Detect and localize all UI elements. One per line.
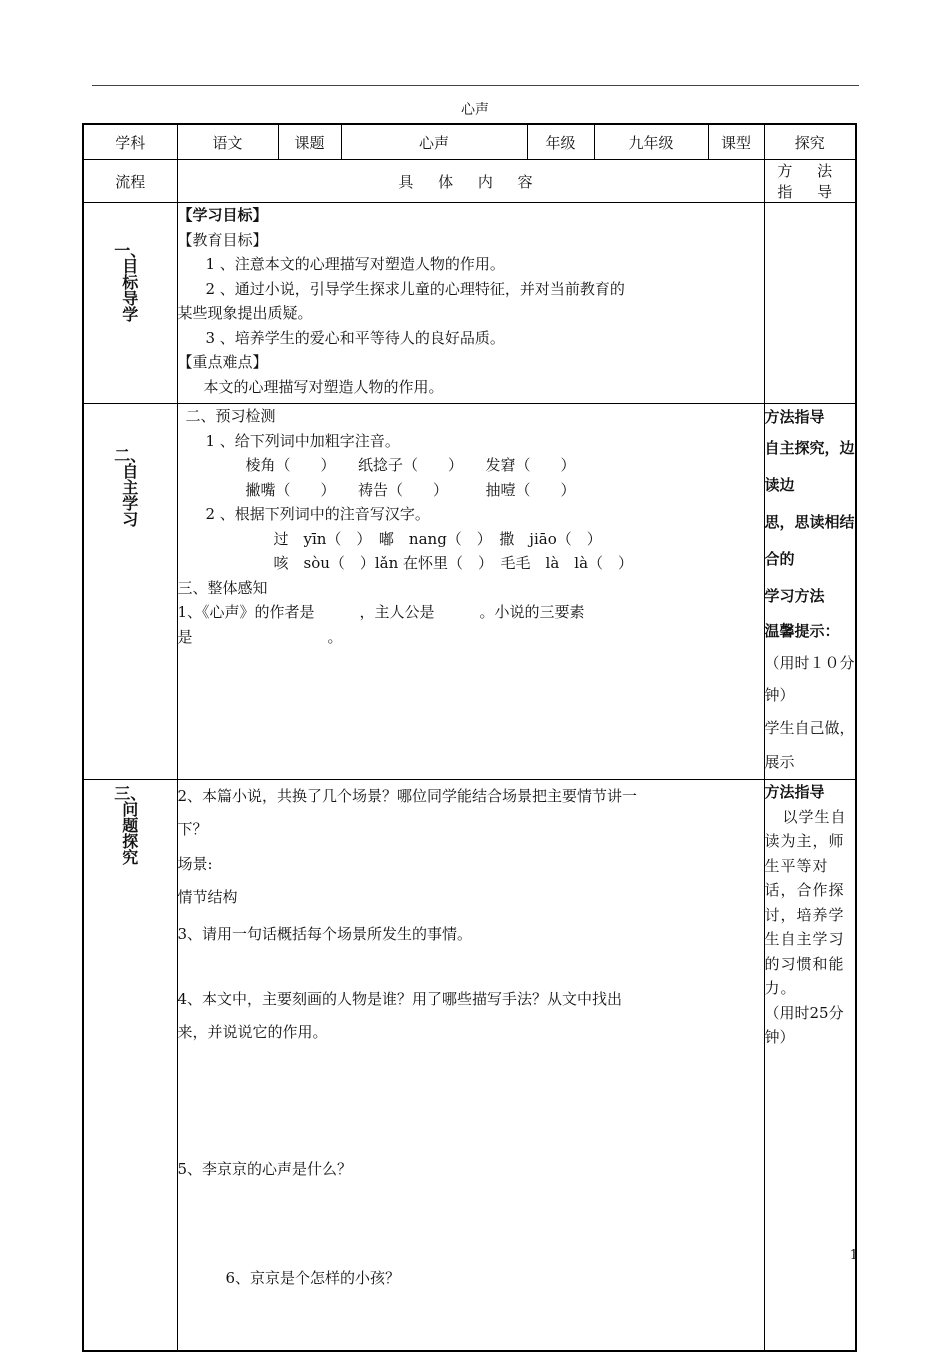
- section-3-label-char: 问: [122, 800, 139, 819]
- content-header: 具 体 内 容: [177, 160, 764, 203]
- question-5: 5、李京京的心声是什么？: [177, 1160, 353, 1178]
- time-note: （用时１０分钟）: [764, 654, 855, 704]
- section-2-label-char: 主: [122, 478, 139, 497]
- section-3-label-char: 题: [122, 816, 139, 835]
- type-label: 课型: [708, 124, 764, 160]
- section-2-method: [764, 404, 856, 780]
- header-row: [83, 124, 856, 160]
- method-text: 以学生自读为主，师生平等对话，合作探讨，培养学生自主学习的习惯和能力。: [764, 807, 847, 997]
- lesson-plan-table: [82, 123, 857, 1352]
- grade-value: 九年级: [594, 124, 708, 160]
- section-3-label: [83, 780, 177, 1352]
- method-title: 方法指导: [764, 783, 825, 801]
- exercise-instruction: 1 、给下列词中加粗字注音。: [205, 431, 400, 450]
- tip-text: 学生自己做，展示: [764, 719, 855, 771]
- method-text: 思，思读相结合的: [764, 513, 855, 568]
- plot-label: 情节结构: [177, 888, 238, 906]
- goal-item: 2 、通过小说，引导学生探求儿童的心理特征，并对当前教育的: [205, 279, 625, 298]
- topic-value: 心声: [341, 124, 527, 160]
- hanzi-exercise-line: 咳 sòu（ ）lǎn 在怀里（ ） 毛毛 là là（ ）: [273, 554, 634, 572]
- section-header-row: [83, 160, 856, 203]
- section-2-label-char: 习: [122, 510, 139, 529]
- pinyin-exercise-line: 棱角（ ） 纸捻子（ ） 发窘（ ）: [245, 456, 576, 474]
- method-text: 学习方法: [764, 587, 825, 605]
- question-2: 2、本篇小说，共换了几个场景？哪位同学能结合场景把主要情节讲一: [177, 787, 638, 805]
- author-question-continued: 是 。: [177, 627, 343, 646]
- author-question: 1、《心声》的作者是 ，主人公是 。小说的三要素: [177, 603, 585, 621]
- section-3-label-num: 三、: [114, 784, 147, 803]
- section-3-row: [83, 780, 856, 1352]
- section-1-label-char: 学: [122, 305, 139, 324]
- exercise-instruction: 2 、根据下列词中的注音写汉字。: [205, 505, 430, 523]
- time-note: （用时25分钟）: [764, 1003, 844, 1046]
- tip-title: 温馨提示：: [764, 622, 840, 640]
- overall-heading: 三、整体感知: [177, 578, 268, 597]
- section-2-label-char: 学: [122, 494, 139, 513]
- flow-header: 流程: [83, 160, 177, 203]
- question-2-continued: 下？: [177, 820, 208, 838]
- question-4-continued: 来，并说说它的作用。: [177, 1023, 328, 1041]
- section-1-method: [764, 203, 856, 404]
- topic-label: 课题: [278, 124, 341, 160]
- subject-label: 学科: [83, 124, 177, 160]
- section-2-label: [83, 404, 177, 780]
- page-number: 1: [849, 1248, 858, 1263]
- section-2-row: [83, 404, 856, 780]
- question-4: 4、本文中，主要刻画的人物是谁？用了哪些描写手法？从文中找出: [177, 990, 623, 1008]
- grade-label: 年级: [527, 124, 594, 160]
- section-1-label-num: 一、: [114, 241, 147, 260]
- method-text: 自主探究，边读边: [764, 439, 855, 494]
- section-3-label-char: 探: [122, 832, 139, 851]
- section-2-content: [177, 404, 764, 780]
- goal-item: 3 、培养学生的爱心和平等待人的良好品质。: [205, 328, 505, 347]
- section-1-label-char: 标: [122, 273, 139, 292]
- question-6: 6、京京是个怎样的小孩？: [225, 1269, 401, 1287]
- goal-item-continued: 某些现象提出质疑。: [177, 304, 313, 322]
- section-1-row: [83, 203, 856, 404]
- section-3-method: [764, 780, 856, 1352]
- preview-heading: 二、预习检测: [185, 407, 276, 425]
- education-goals-heading: 【教育目标】: [177, 230, 268, 249]
- hanzi-exercise-line: 过 yīn（ ） 嘟 nang（ ） 撒 jiāo（ ）: [273, 529, 602, 548]
- key-point-text: 本文的心理描写对塑造人物的作用。: [203, 377, 444, 396]
- document-title: 心声: [461, 102, 489, 118]
- scene-label: 场景:: [177, 855, 213, 873]
- subject-value: 语文: [177, 124, 278, 160]
- section-1-label-char: 导: [122, 289, 139, 308]
- section-2-label-num: 二、: [114, 446, 147, 465]
- method-title: 方法指导: [764, 408, 825, 426]
- method-header: 方 法 指 导: [764, 160, 856, 203]
- type-value: 探究: [764, 124, 856, 160]
- question-3: 3、请用一句话概括每个场景所发生的事情。: [177, 925, 473, 943]
- key-points-heading: 【重点难点】: [177, 353, 268, 371]
- section-1-content: [177, 203, 764, 404]
- section-2-label-char: 自: [122, 462, 139, 481]
- header-rule: [92, 85, 859, 86]
- pinyin-exercise-line: 撇嘴（ ） 祷告（ ） 抽噎（ ）: [245, 480, 576, 499]
- section-1-label: [83, 203, 177, 404]
- section-3-content: [177, 780, 764, 1352]
- section-1-label-char: 目: [122, 257, 139, 276]
- section-3-label-char: 究: [122, 848, 139, 867]
- learning-goals-heading: 【学习目标】: [177, 206, 268, 224]
- goal-item: 1 、注意本文的心理描写对塑造人物的作用。: [205, 255, 505, 273]
